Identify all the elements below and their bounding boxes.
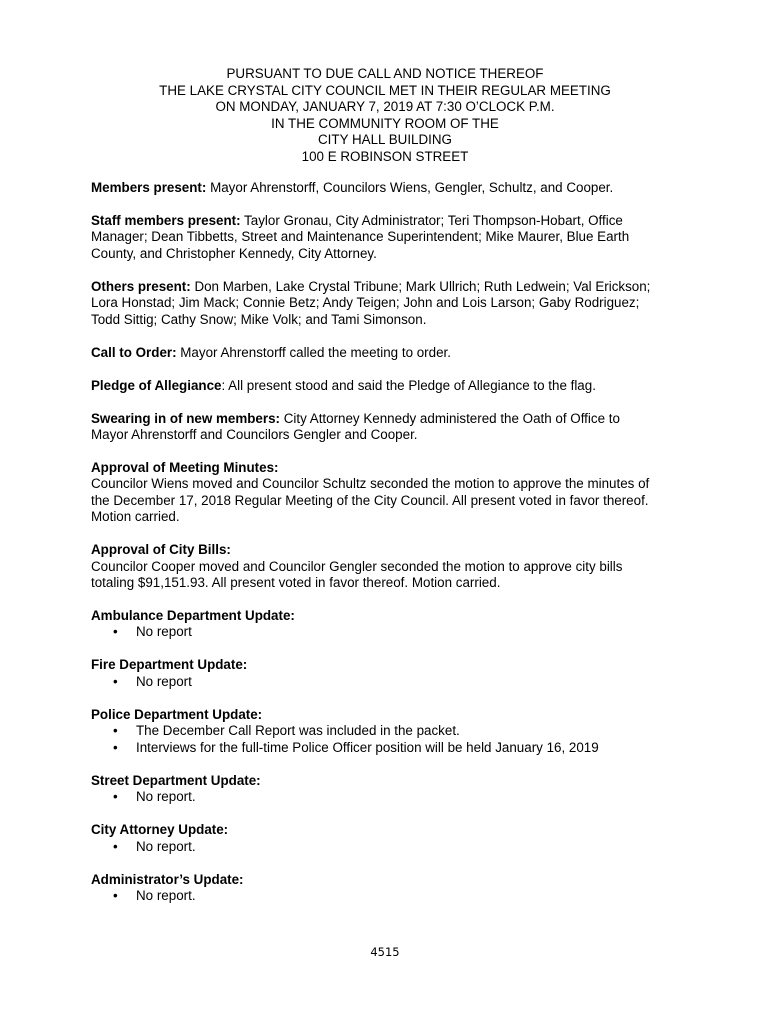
section-text: Councilor Wiens moved and Councilor Schultz seconded the motion to approve the minutes of	[91, 476, 650, 492]
section-text: Taylor Gronau, City Administrator; Teri Thompson-Hobart, Office	[240, 213, 623, 228]
section-label: Ambulance Department Update:	[91, 608, 295, 624]
pledge-of-allegiance	[91, 378, 691, 394]
section-label: Staff members present:	[91, 213, 241, 228]
section-label: Police Department Update:	[91, 706, 263, 722]
section-text: totaling $91,151.93. All present voted in favor thereof. Motion carried.	[91, 575, 501, 591]
section-label: Approval of Meeting Minutes:	[91, 460, 279, 476]
section-text: Don Marben, Lake Crystal Tribune; Mark Ullrich; Ruth Ledwein; Val Erickson;	[190, 278, 651, 294]
header-line: THE LAKE CRYSTAL CITY COUNCIL MET IN THEIR REGULAR MEETING	[159, 82, 611, 98]
meeting-header	[0, 66, 770, 166]
bullet-list	[91, 839, 691, 855]
list-item: • Interviews for the full-time Police Officer position will be held January 16, 2019	[91, 740, 691, 756]
section-label: Pledge of Allegiance	[91, 377, 222, 393]
header-line: IN THE COMMUNITY ROOM OF THE	[271, 115, 499, 131]
section-label: Swearing in of new members:	[91, 410, 280, 426]
section-label: Fire Department Update:	[91, 657, 248, 673]
section-label: Members present:	[91, 180, 207, 195]
section-text: : All present stood and said the Pledge of Allegiance to the flag.	[221, 377, 596, 393]
section-text: Councilor Cooper moved and Councilor Gengler seconded the motion to approve city bills	[91, 558, 623, 574]
header-line: PURSUANT TO DUE CALL AND NOTICE THEREOF	[226, 66, 544, 81]
section-text: Mayor Ahrenstorff and Councilors Gengler and Cooper.	[91, 427, 418, 443]
street-update	[91, 773, 691, 806]
members-present	[91, 180, 691, 196]
header-line: ON MONDAY, JANUARY 7, 2019 AT 7:30 O’CLOCK P.M.	[215, 99, 555, 115]
swearing-in	[91, 411, 691, 444]
section-label: Others present:	[91, 278, 191, 294]
approval-of-minutes	[91, 460, 691, 526]
section-label: City Attorney Update:	[91, 822, 229, 838]
section-text: Todd Sittig; Cathy Snow; Mike Volk; and Tami Simonson.	[91, 311, 427, 327]
list-item: • No report	[91, 624, 691, 640]
section-text: Motion carried.	[91, 509, 180, 525]
staff-present	[91, 213, 691, 262]
page-number: 4515	[370, 945, 400, 959]
list-item: • No report	[91, 674, 691, 690]
section-text: the December 17, 2018 Regular Meeting of the City Council. All present voted in favor thereof.	[91, 492, 649, 508]
section-label: Approval of City Bills:	[91, 542, 231, 558]
section-text: Mayor Ahrenstorff called the meeting to order.	[176, 344, 451, 360]
section-text: County, and Christopher Kennedy, City Attorney.	[91, 245, 377, 261]
minutes-body	[91, 180, 691, 921]
header-line: 100 E ROBINSON STREET	[301, 148, 469, 164]
call-to-order	[91, 345, 691, 361]
section-text: City Attorney Kennedy administered the Oath of Office to	[280, 410, 620, 426]
section-text: Mayor Ahrenstorff, Councilors Wiens, Gengler, Schultz, and Cooper.	[206, 180, 614, 195]
section-label: Street Department Update:	[91, 772, 261, 788]
list-item: • No report.	[91, 888, 691, 904]
police-update	[91, 707, 691, 756]
bullet-list	[91, 723, 691, 756]
administrator-update	[91, 872, 691, 905]
ambulance-update	[91, 608, 691, 641]
section-text: Lora Honstad; Jim Mack; Connie Betz; Andy Teigen; John and Lois Larson; Gaby Rodriguez;	[91, 295, 640, 311]
list-item: • No report.	[91, 839, 691, 855]
attorney-update	[91, 822, 691, 855]
list-item: • The December Call Report was included in the packet.	[91, 723, 691, 739]
bullet-list	[91, 888, 691, 904]
bullet-list	[91, 624, 691, 640]
others-present	[91, 279, 691, 328]
section-text: Manager; Dean Tibbetts, Street and Maintenance Superintendent; Mike Maurer, Blue Earth	[91, 229, 630, 245]
header-line: CITY HALL BUILDING	[318, 132, 452, 148]
section-label: Call to Order:	[91, 344, 177, 360]
fire-update	[91, 657, 691, 690]
bullet-list	[91, 789, 691, 805]
section-label: Administrator’s Update:	[91, 871, 244, 887]
approval-of-bills	[91, 542, 691, 591]
bullet-list	[91, 674, 691, 690]
list-item: • No report.	[91, 789, 691, 805]
